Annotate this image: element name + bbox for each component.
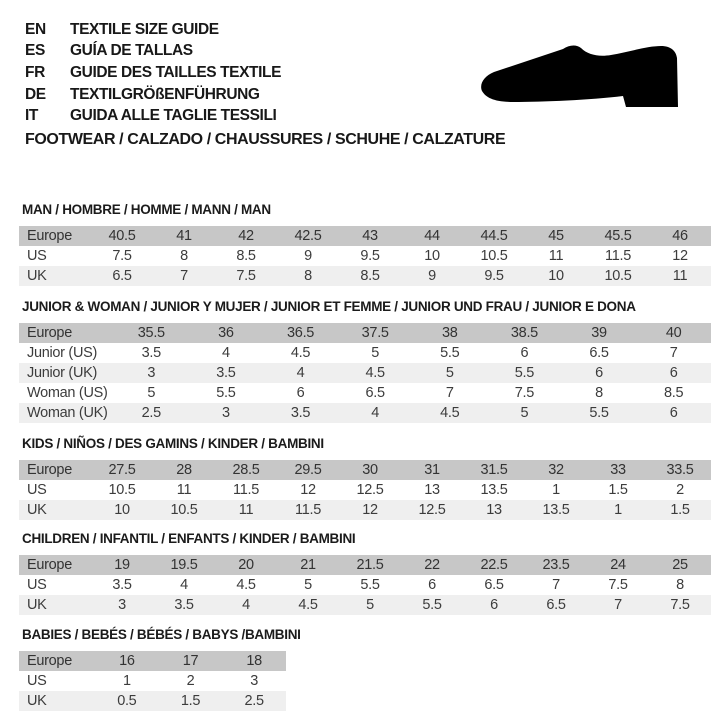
size-cell: 7 — [552, 577, 560, 593]
size-cell: 32 — [548, 462, 564, 478]
size-cell: 40 — [665, 325, 682, 341]
size-cell: 11.5 — [295, 502, 321, 518]
size-cell: 27.5 — [108, 462, 136, 478]
size-cell: 11 — [672, 268, 688, 284]
language-title: TEXTILGRÖßENFÜHRUNG — [70, 85, 260, 103]
size-table — [19, 323, 711, 423]
size-cell: 5 — [371, 345, 380, 361]
size-cell: 6 — [669, 365, 678, 381]
size-cell: 36.5 — [287, 325, 315, 341]
shoe-icon — [479, 42, 685, 112]
size-cell: 5 — [304, 577, 312, 593]
size-cell: 5.5 — [514, 365, 535, 381]
size-table — [19, 555, 711, 615]
size-cell: 38 — [442, 325, 458, 341]
size-cell: 2.5 — [141, 405, 161, 421]
size-cell: 4 — [222, 345, 230, 361]
language-code: IT — [25, 107, 38, 125]
size-cell: 3.5 — [141, 345, 161, 361]
size-cell: 11 — [238, 502, 254, 518]
language-title: TEXTILE SIZE GUIDE — [70, 20, 219, 38]
size-cell: 7 — [614, 597, 622, 613]
size-cell: 45 — [548, 228, 564, 244]
size-cell: 7.5 — [670, 597, 690, 613]
size-cell: 10.5 — [170, 502, 198, 518]
size-cell: 46 — [672, 228, 688, 244]
language-code: EN — [25, 20, 46, 38]
row-label: Woman (UK) — [27, 405, 108, 421]
language-row — [25, 105, 281, 127]
size-cell: 4 — [371, 405, 380, 421]
table-row — [19, 343, 711, 363]
size-cell: 5 — [366, 597, 374, 613]
size-cell: 39 — [591, 325, 607, 341]
section-title: JUNIOR & WOMAN / JUNIOR Y MUJER / JUNIOR ET FEMME / JUNIOR UND FRAU / JUNIOR E DONA — [22, 299, 636, 314]
size-cell: 43 — [362, 228, 378, 244]
size-cell: 4.5 — [440, 405, 460, 421]
size-cell: 4 — [296, 365, 305, 381]
section-title: BABIES / BEBÉS / BÉBÉS / BABYS /BAMBINI — [22, 627, 301, 642]
table-row — [19, 403, 711, 423]
size-cell: 10 — [114, 502, 130, 518]
size-cell: 5 — [147, 385, 156, 401]
table-row — [19, 595, 711, 615]
size-cell: 3.5 — [112, 577, 132, 593]
size-cell: 7 — [445, 385, 454, 401]
size-table — [19, 651, 286, 711]
row-label: US — [27, 248, 47, 264]
size-cell: 16 — [119, 653, 135, 669]
row-label: Europe — [27, 325, 72, 341]
language-title-list — [25, 19, 281, 127]
size-section — [19, 202, 713, 286]
size-cell: 7.5 — [112, 248, 132, 264]
size-cell: 6 — [296, 385, 305, 401]
size-cell: 13 — [486, 502, 502, 518]
size-table — [19, 460, 711, 520]
row-label: Europe — [27, 228, 72, 244]
table-row — [19, 671, 286, 691]
size-cell: 2.5 — [244, 693, 264, 709]
size-cell: 22.5 — [480, 557, 508, 573]
size-cell: 12 — [672, 248, 688, 264]
size-cell: 41 — [176, 228, 192, 244]
size-cell: 8 — [180, 248, 188, 264]
size-cell: 29.5 — [294, 462, 322, 478]
size-cell: 18 — [246, 653, 262, 669]
size-cell: 8.5 — [664, 385, 684, 401]
size-cell: 24 — [610, 557, 626, 573]
size-cell: 36 — [218, 325, 234, 341]
row-label: Junior (US) — [27, 345, 98, 361]
language-code: DE — [25, 85, 46, 103]
row-label: Junior (UK) — [27, 365, 98, 381]
size-cell: 5.5 — [216, 385, 236, 401]
size-cell: 13.5 — [542, 502, 570, 518]
size-cell: 6 — [490, 597, 498, 613]
section-title: KIDS / NIÑOS / DES GAMINS / KINDER / BAMBINI — [22, 436, 324, 451]
size-cell: 28 — [176, 462, 192, 478]
size-cell: 33.5 — [666, 462, 694, 478]
size-cell: 42.5 — [294, 228, 322, 244]
language-row — [25, 19, 281, 41]
size-cell: 2 — [186, 673, 195, 689]
size-cell: 30 — [362, 462, 378, 478]
size-cell: 6.5 — [589, 345, 609, 361]
size-cell: 31.5 — [480, 462, 508, 478]
size-cell: 23.5 — [542, 557, 570, 573]
size-cell: 9 — [428, 268, 436, 284]
size-cell: 8.5 — [360, 268, 380, 284]
size-cell: 38.5 — [510, 325, 538, 341]
language-row — [25, 62, 281, 84]
size-cell: 0.5 — [117, 693, 137, 709]
size-cell: 4.5 — [365, 365, 385, 381]
category-title: FOOTWEAR / CALZADO / CHAUSSURES / SCHUHE / CALZATURE — [25, 131, 506, 148]
size-cell: 11 — [548, 248, 564, 264]
table-header-row — [19, 226, 711, 246]
size-cell: 3.5 — [216, 365, 236, 381]
size-cell: 1.5 — [670, 502, 690, 518]
language-title: GUÍA DE TALLAS — [70, 42, 193, 60]
size-cell: 10 — [548, 268, 564, 284]
table-row — [19, 500, 711, 520]
size-cell: 7.5 — [236, 268, 256, 284]
size-cell: 28.5 — [232, 462, 260, 478]
size-cell: 8 — [304, 268, 312, 284]
row-label: Europe — [27, 557, 72, 573]
language-row — [25, 84, 281, 106]
size-cell: 1 — [614, 502, 622, 518]
size-cell: 3.5 — [174, 597, 194, 613]
size-cell: 42 — [238, 228, 254, 244]
size-cell: 25 — [672, 557, 688, 573]
size-cell: 3.5 — [290, 405, 311, 421]
table-header-row — [19, 555, 711, 575]
row-label: Woman (US) — [27, 385, 108, 401]
size-cell: 21.5 — [356, 557, 384, 573]
size-cell: 9.5 — [360, 248, 380, 264]
size-cell: 7 — [669, 345, 678, 361]
size-cell: 7.5 — [608, 577, 628, 593]
size-cell: 9.5 — [484, 268, 504, 284]
size-cell: 31 — [424, 462, 440, 478]
language-title: GUIDA ALLE TAGLIE TESSILI — [70, 107, 277, 125]
size-cell: 5.5 — [440, 345, 460, 361]
size-cell: 8 — [595, 385, 603, 401]
size-cell: 45.5 — [604, 228, 632, 244]
row-label: UK — [27, 502, 47, 518]
size-cell: 4.5 — [236, 577, 256, 593]
size-cell: 4 — [180, 577, 188, 593]
size-cell: 12 — [362, 502, 378, 518]
size-cell: 3 — [250, 673, 259, 689]
size-cell: 4.5 — [298, 597, 318, 613]
size-cell: 40.5 — [108, 228, 136, 244]
table-header-row — [19, 323, 711, 343]
size-cell: 1.5 — [180, 693, 201, 709]
size-cell: 1 — [552, 482, 560, 498]
size-section — [19, 299, 713, 423]
size-cell: 6.5 — [546, 597, 566, 613]
table-row — [19, 363, 711, 383]
size-cell: 19.5 — [170, 557, 198, 573]
size-cell: 5.5 — [589, 405, 609, 421]
row-label: US — [27, 482, 47, 498]
size-section — [19, 436, 713, 520]
size-cell: 6 — [595, 365, 603, 381]
size-cell: 12 — [300, 482, 316, 498]
size-cell: 3 — [222, 405, 230, 421]
language-code: ES — [25, 42, 45, 60]
table-row — [19, 383, 711, 403]
size-cell: 12.5 — [356, 482, 384, 498]
size-cell: 1 — [122, 673, 131, 689]
size-cell: 6.5 — [112, 268, 132, 284]
size-table — [19, 226, 711, 286]
row-label: Europe — [27, 462, 72, 478]
size-cell: 17 — [182, 653, 199, 669]
table-row — [19, 480, 711, 500]
size-cell: 33 — [610, 462, 626, 478]
size-cell: 13.5 — [480, 482, 508, 498]
row-label: Europe — [27, 653, 72, 669]
size-cell: 2 — [676, 482, 684, 498]
size-cell: 10.5 — [604, 268, 632, 284]
size-cell: 6 — [428, 577, 436, 593]
size-cell: 1.5 — [608, 482, 628, 498]
size-cell: 37.5 — [361, 325, 389, 341]
size-cell: 11.5 — [605, 248, 631, 264]
size-cell: 8.5 — [236, 248, 256, 264]
row-label: UK — [27, 268, 47, 284]
size-cell: 11 — [176, 482, 192, 498]
table-row — [19, 575, 711, 595]
language-code: FR — [25, 63, 45, 81]
size-cell: 10.5 — [108, 482, 136, 498]
size-cell: 44 — [424, 228, 440, 244]
size-cell: 19 — [114, 557, 130, 573]
row-label: US — [27, 577, 47, 593]
size-cell: 8 — [676, 577, 684, 593]
size-cell: 21 — [300, 557, 316, 573]
size-cell: 44.5 — [480, 228, 508, 244]
size-cell: 6.5 — [484, 577, 504, 593]
size-cell: 4 — [242, 597, 250, 613]
row-label: UK — [27, 597, 47, 613]
section-title: CHILDREN / INFANTIL / ENFANTS / KINDER / BAMBINI — [22, 531, 356, 546]
size-cell: 3 — [147, 365, 156, 381]
size-cell: 11.5 — [233, 482, 259, 498]
size-cell: 12.5 — [418, 502, 446, 518]
row-label: UK — [27, 693, 47, 709]
size-cell: 6 — [669, 405, 678, 421]
table-row — [19, 691, 286, 711]
size-cell: 9 — [304, 248, 312, 264]
row-label: US — [27, 673, 47, 689]
section-title: MAN / HOMBRE / HOMME / MANN / MAN — [22, 202, 271, 217]
table-row — [19, 246, 711, 266]
table-row — [19, 266, 711, 286]
size-cell: 6.5 — [365, 385, 385, 401]
size-cell: 22 — [424, 557, 440, 573]
size-cell: 5 — [445, 365, 454, 381]
language-row — [25, 41, 281, 63]
size-cell: 35.5 — [137, 325, 165, 341]
size-cell: 10 — [424, 248, 440, 264]
size-cell: 20 — [238, 557, 254, 573]
size-cell: 10.5 — [480, 248, 508, 264]
size-cell: 5.5 — [422, 597, 442, 613]
size-section — [19, 627, 713, 711]
size-cell: 7.5 — [514, 385, 535, 401]
size-cell: 5.5 — [360, 577, 380, 593]
size-section — [19, 531, 713, 615]
size-cell: 6 — [520, 345, 529, 361]
size-cell: 3 — [118, 597, 126, 613]
size-cell: 13 — [424, 482, 440, 498]
table-header-row — [19, 460, 711, 480]
size-cell: 4.5 — [290, 345, 311, 361]
language-title: GUIDE DES TAILLES TEXTILE — [70, 63, 282, 81]
size-cell: 5 — [520, 405, 529, 421]
table-header-row — [19, 651, 286, 671]
size-cell: 7 — [180, 268, 188, 284]
